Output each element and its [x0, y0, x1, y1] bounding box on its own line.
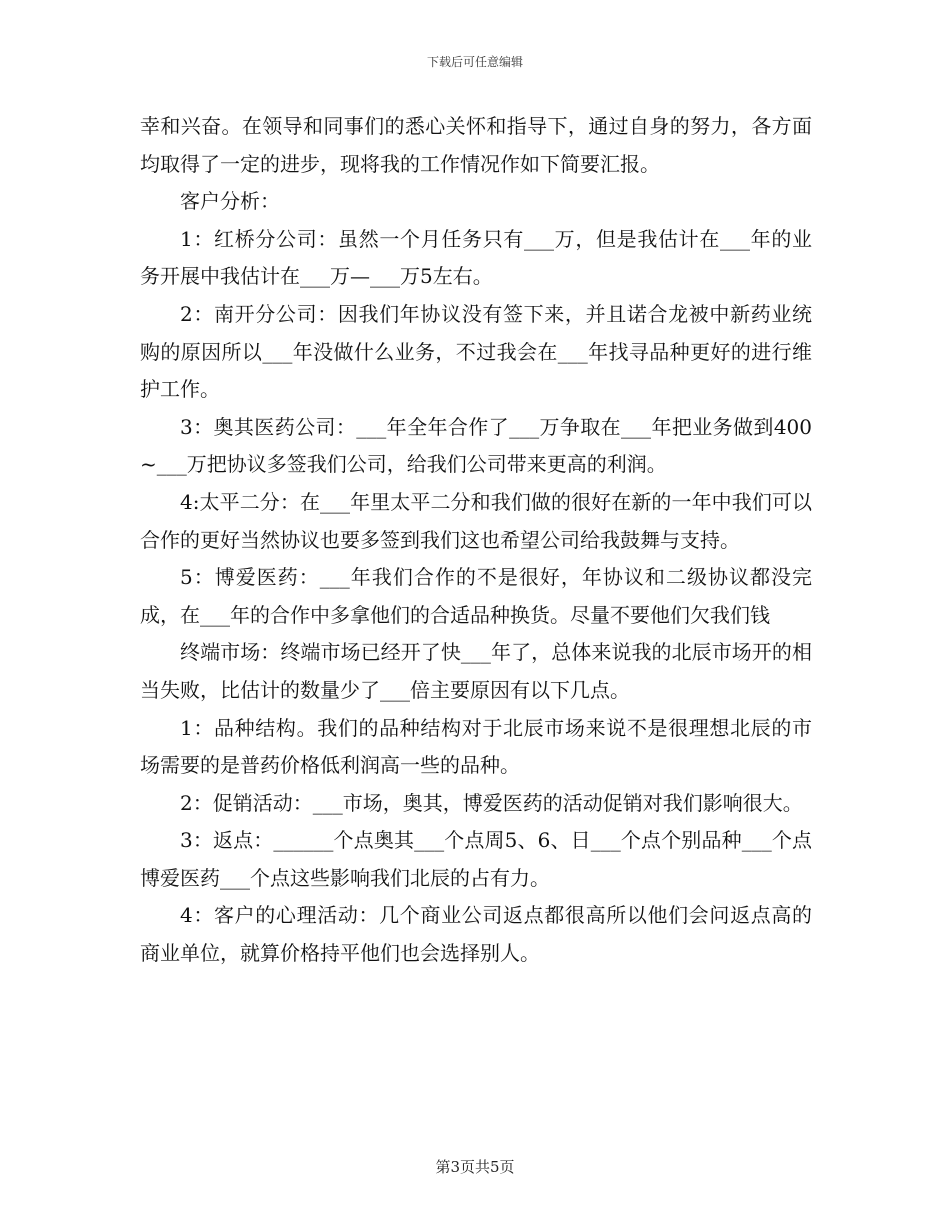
paragraph: 幸和兴奋。在领导和同事们的悉心关怀和指导下，通过自身的努力，各方面均取得了一定的进步，现将我的工作情况作如下简要汇报。: [140, 114, 812, 176]
paragraph: 3：返点：______个点奥其___个点周5、6、日___个点个别品种___个点博爱医药___个点这些影响我们北辰的占有力。: [140, 828, 812, 890]
paragraph: 4:太平二分：在___年里太平二分和我们做的很好在新的一年中我们可以合作的更好当然协议也要多签到我们这也希望公司给我鼓舞与支持。: [140, 489, 812, 552]
paragraph: 终端市场：终端市场已经开了快___年了，总体来说我的北辰市场开的相当失败，比估计的数量少了___倍主要原因有以下几点。: [140, 640, 812, 702]
paragraph: 4：客户的心理活动：几个商业公司返点都很高所以他们会问返点高的商业单位，就算价格持平他们也会选择别人。: [140, 903, 812, 966]
document-body: [140, 108, 812, 973]
page-header: 下载后可任意编辑: [426, 55, 523, 69]
paragraph: 5：博爱医药：___年我们合作的不是很好，年协议和二级协议都没完成，在___年的合作中多拿他们的合适品种换货。尽量不要他们欠我们钱: [140, 565, 812, 627]
paragraph: 3：奥其医药公司：___年全年合作了___万争取在___年把业务做到400~___万把协议多签我们公司，给我们公司带来更高的利润。: [140, 414, 812, 477]
paragraph: 2：促销活动：___市场，奥其，博爱医药的活动促销对我们影响很大。: [180, 790, 803, 815]
paragraph: 2：南开分公司：因我们年协议没有签下来，并且诺合龙被中新药业统购的原因所以___年没做什么业务，不过我会在___年找寻品种更好的进行维护工作。: [140, 301, 812, 402]
section-heading-customer-analysis: 客户分析：: [180, 189, 280, 214]
paragraph: 1：品种结构。我们的品种结构对于北辰市场来说不是很理想北辰的市场需要的是普药价格低利润高一些的品种。: [140, 715, 812, 778]
paragraph: 1：红桥分公司：虽然一个月任务只有___万，但是我估计在___年的业务开展中我估计在___万—___万5左右。: [140, 226, 812, 289]
page-number: 第3页共5页: [435, 1158, 515, 1176]
